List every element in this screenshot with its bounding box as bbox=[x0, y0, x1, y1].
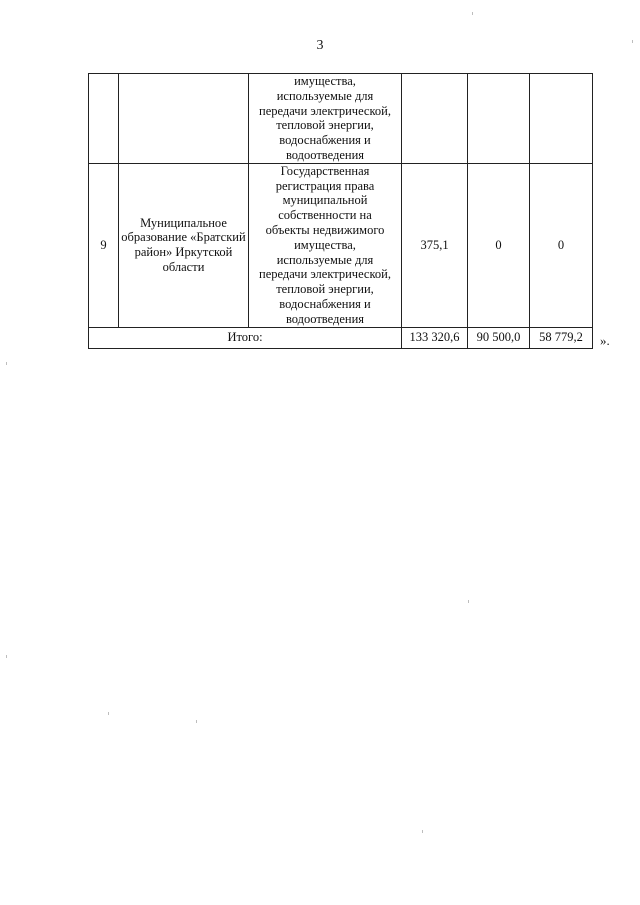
municipality-cell bbox=[119, 74, 249, 164]
row-number-cell bbox=[89, 74, 119, 164]
amount-cell-2: 0 bbox=[468, 163, 530, 327]
closing-quote: ». bbox=[600, 333, 610, 348]
total-amount-2: 90 500,0 bbox=[468, 327, 530, 348]
amount-cell-2 bbox=[468, 74, 530, 164]
scan-speck bbox=[6, 362, 7, 365]
municipality-cell: Муниципальное образование «Братский район» Иркутской области bbox=[119, 163, 249, 327]
amount-cell-1: 375,1 bbox=[402, 163, 468, 327]
scan-speck bbox=[472, 12, 473, 15]
scan-speck bbox=[422, 830, 423, 833]
scan-speck bbox=[632, 40, 633, 43]
amount-cell-3: 0 bbox=[530, 163, 593, 327]
table-row bbox=[89, 74, 593, 164]
scan-speck bbox=[468, 600, 469, 603]
total-row bbox=[89, 327, 593, 348]
allocation-table bbox=[88, 73, 593, 349]
scan-speck bbox=[108, 712, 109, 715]
amount-cell-3 bbox=[530, 74, 593, 164]
scan-speck bbox=[6, 655, 7, 658]
table-row bbox=[89, 163, 593, 327]
total-amount-1: 133 320,6 bbox=[402, 327, 468, 348]
amount-cell-1 bbox=[402, 74, 468, 164]
total-label: Итого: bbox=[89, 327, 402, 348]
page-number: 3 bbox=[316, 38, 324, 53]
total-amount-3: 58 779,2 bbox=[530, 327, 593, 348]
purpose-cell: имущества, используемые для передачи электрической, тепловой энергии, водоснабжения и водоотведения bbox=[249, 74, 402, 164]
scan-speck bbox=[196, 720, 197, 723]
purpose-cell: Государственная регистрация права муниципальной собственности на объекты недвижимого имущества, используемые для передачи электрической, тепловой энергии, водоснабжения и водоотведения bbox=[249, 163, 402, 327]
row-number-cell: 9 bbox=[89, 163, 119, 327]
